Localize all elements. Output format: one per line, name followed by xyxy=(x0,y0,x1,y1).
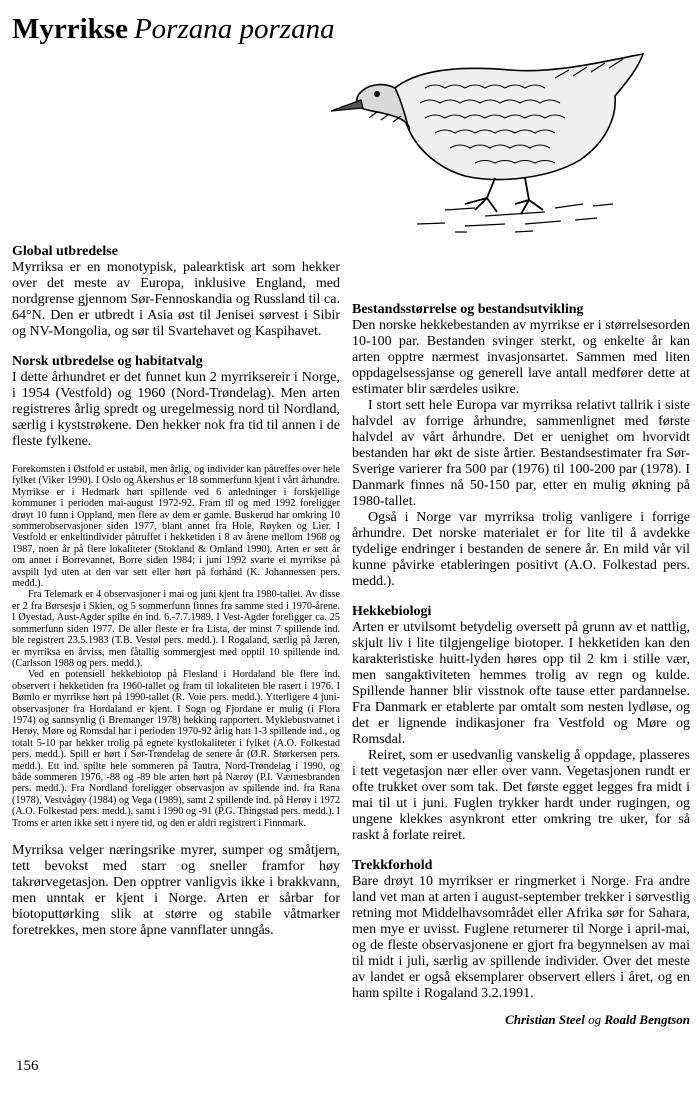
text-global: Myrriksa er en monotypisk, palearktisk art som hekker over det meste av Europa, inklusive England, med nordgrense gjennom Sør-Fennoskandia og Russland til ca. 64°N. Den er utbredt i Asia øst til Jenisei sørvest i Sibir og NV-Mongolia, og sør til Svartehavet og Kaspihavet. xyxy=(12,260,340,339)
page-title xyxy=(12,12,335,46)
text-population: Også i Norge var myrriksa trolig vanligere i forrige århundre. Det norske materialet er for lite til å avdekke tydelige endringer i bestanden de senere år. En mild vår vil kunne påvirke etableringen positivt (A.O. Folkestad pers. medd.). xyxy=(352,510,690,589)
text-breeding: Arten er utvilsomt betydelig oversett på grunn av et nattlig, skjult liv i lite tilgjengelige biotoper. I hekketiden kan den karakteristiske huitt-lyden høres opp til 2 km i stille vær, men sangaktiviteten hemmes trolig av regn og kulde. Spillende hanner blir visstnok ofte tause etter pardannelse. Fra Danmark er etablerte par omtalt som nesten lydløse, og det er lignende indikasjoner fra Vestfold og Møre og Romsdal. xyxy=(352,620,690,747)
heading-migration: Trekkforhold xyxy=(352,858,433,873)
author-conjunction: og xyxy=(588,1012,602,1027)
page-number: 156 xyxy=(16,1058,39,1074)
author-line xyxy=(352,1012,690,1028)
heading-breeding: Hekkebiologi xyxy=(352,604,432,619)
text-migration: Bare drøyt 10 myrrikser er ringmerket i Norge. Fra andre land vet man at arten i august-september trekker i sørvestlig retning mot Middelhavsområdet eller Afrika sør for Sahara, men mye er uvisst. Fuglene returnerer til Norge i april-mai, og de fleste observasjonene er gjort fra begynnelsen av mai til midt i juli, særlig av spillende individer. Over det meste av landet er også eksemplarer observert ellers i året, og en hann spilte i Rogaland 3.2.1991. xyxy=(352,874,690,1001)
author-2: Roald Bengtson xyxy=(604,1012,690,1027)
latin-name: Porzana porzana xyxy=(133,13,335,45)
author-1: Christian Steel xyxy=(505,1012,585,1027)
text-breeding: Reiret, som er usedvanlig vanskelig å oppdage, plasseres i tett vegetasjon nær eller over vann. Vegetasjonen rundt er ofte trukket over som tak. Det første egget legges fra midt i mai til ut i juni. Fuglen trykker hardt under rugingen, og ungene klekkes asynkront etter omkring tre uker, for så raskt å forlate reiret. xyxy=(352,748,690,843)
heading-population: Bestandsstørrelse og bestandsutvikling xyxy=(352,302,584,317)
crake-bird-illustration xyxy=(325,48,665,233)
common-name: Myrrikse xyxy=(12,13,128,45)
right-column xyxy=(352,244,690,1028)
heading-norway: Norsk utbredelse og habitatvalg xyxy=(12,354,203,369)
text-habitat: Myrriksa velger næringsrike myrer, sumper og småtjern, tett bevokst med starr og sneller framfor høy takrørvegetasjon. Den opptrer vanligvis ikke i brakkvann, men unntak er kjent i Norge. Arten er sårbar for biotoputtørking slik at større og stabile våtmarker foretrekkes, men store åpne vannflater unngås. xyxy=(12,843,340,938)
heading-global: Global utbredelse xyxy=(12,244,118,259)
fine-paragraph: Forekomsten i Østfold er ustabil, men årlig, og individer kan påtreffes over hele fylket (Viker 1990). I Oslo og Akershus er 18 sommerfunn kjent i vårt århundre. Myrrikse er i Hedmark hørt spillende ved 6 anledninger i forskjellige kommuner i perioden mai-august 1972-92. Fram til og med 1992 foreligger drøyt 10 funn i Oppland, men flere av dem er gamle. Buskerud har omkring 10 sommerobservasjoner siden 1977, blant annet fra Hole, Røyken og Lier. I Vestfold er enkeltindivider påtruffet i hekketiden i 8 av årene mellom 1968 og 1987, noen år på flere lokaliteter (Stokland & Omland 1990). Arten er sett år om annet i Borrevannet, Borre siden 1984; i juni 1992 svarte ei myrrikse på avspilt lyd uten at den var sett eller hørt på forhånd (K. Johannessen pers. medd.). xyxy=(12,464,340,590)
fine-paragraph: Fra Telemark er 4 observasjoner i mai og juni kjent fra 1980-tallet. Av disse er 2 fra Børsesjø i Skien, og 5 sommerfunn finnes fra samme sted i 1970-årene. I Øyestad, Aust-Agder spilte én ind. 6.-7.7.1989. I Vest-Agder foreligger ca. 25 sommerfunn siden 1977. De aller fleste er fra Lista, der minst 7 spillende ind. ble registrert 23.5.1983 (T.B. Vestøl pers. medd.). I Rogaland, særlig på Jæren, er myrriksa en årviss, men fåtallig sommergjest med opptil 10 spillende ind. (Carlsson 1988 og pers. medd.). xyxy=(12,589,340,669)
fine-paragraph: Ved en potensiell hekkebiotop på Flesland i Hordaland ble flere ind. observert i hekketiden fra 1960-tallet og fram til lokaliteten ble rasert i 1976. I Bømlo er myrrikse hørt på 1990-tallet (R. Voie pers. medd.). Ytterligere 4 juni-observasjoner fra Hordaland er kjent. I Sogn og Fjordane er mulig (i Flora 1974) og sannsynlig (i Bremanger 1978) hekking rapportert. Myklebustvatnet i Herøy, Møre og Romsdal har i perioden 1970-92 årlig hatt 1-3 spillende ind., og totalt 5-10 par hekker trolig på egnete kystlokaliteter i fylket (A.O. Folkestad pers. medd.). Spill er hørt i Sør-Trøndelag de senere år (Ø.R. Størkersen pers. medd.). Ett ind. spilte hele sommeren på Tautra, Nord-Trøndelag i 1990, og både sommeren 1976, -88 og -89 ble arten hørt på Nærøy (P.I. Værnesbranden pers. medd.). Fra Nordland foreligger observasjon av spillende ind. fra Rana (1978), Vestvågøy (1984) og Vega (1989), samt 2 spillende ind. på Herøy i 1972 (A.O. Folkestad pers. medd.), samt i 1990 og -91 (P.G. Thingstad pers. medd.). I Troms er arten ikke sett i nyere tid, og den er aldri registrert i Finnmark. xyxy=(12,669,340,829)
text-norway: I dette århundret er det funnet kun 2 myrriksereir i Norge, i 1954 (Vestfold) og 1960 (Nord-Trøndelag). Men arten registreres årlig spredt og uregelmessig nord til Nordland, særlig i kyststrøkene. Den hekker nok fra tid til annen i de fleste fylkene. xyxy=(12,370,340,449)
left-column xyxy=(12,244,340,939)
text-population: Den norske hekkebestanden av myrrikse er i størrelsesorden 10-100 par. Bestanden svinger sterkt, og enkelte år kan arten opptre nærmest invasjonsartet. Sammen med liten oppdagelsessjanse og generell lave antall medfører dette at estimater blir særdeles usikre. xyxy=(352,318,690,397)
text-population: I stort sett hele Europa var myrriksa relativt tallrik i siste halvdel av forrige århundre, sammenlignet med første halvdel av vårt århundre. Det er uenighet om hvorvidt bestanden har økt de siste årtier. Bestandsestimater fra Sør-Sverige varierer fra 500 par (1976) til 100-200 par (1978). I Danmark finnes nå 50-150 par, etter en mulig økning på 1980-tallet. xyxy=(352,398,690,509)
